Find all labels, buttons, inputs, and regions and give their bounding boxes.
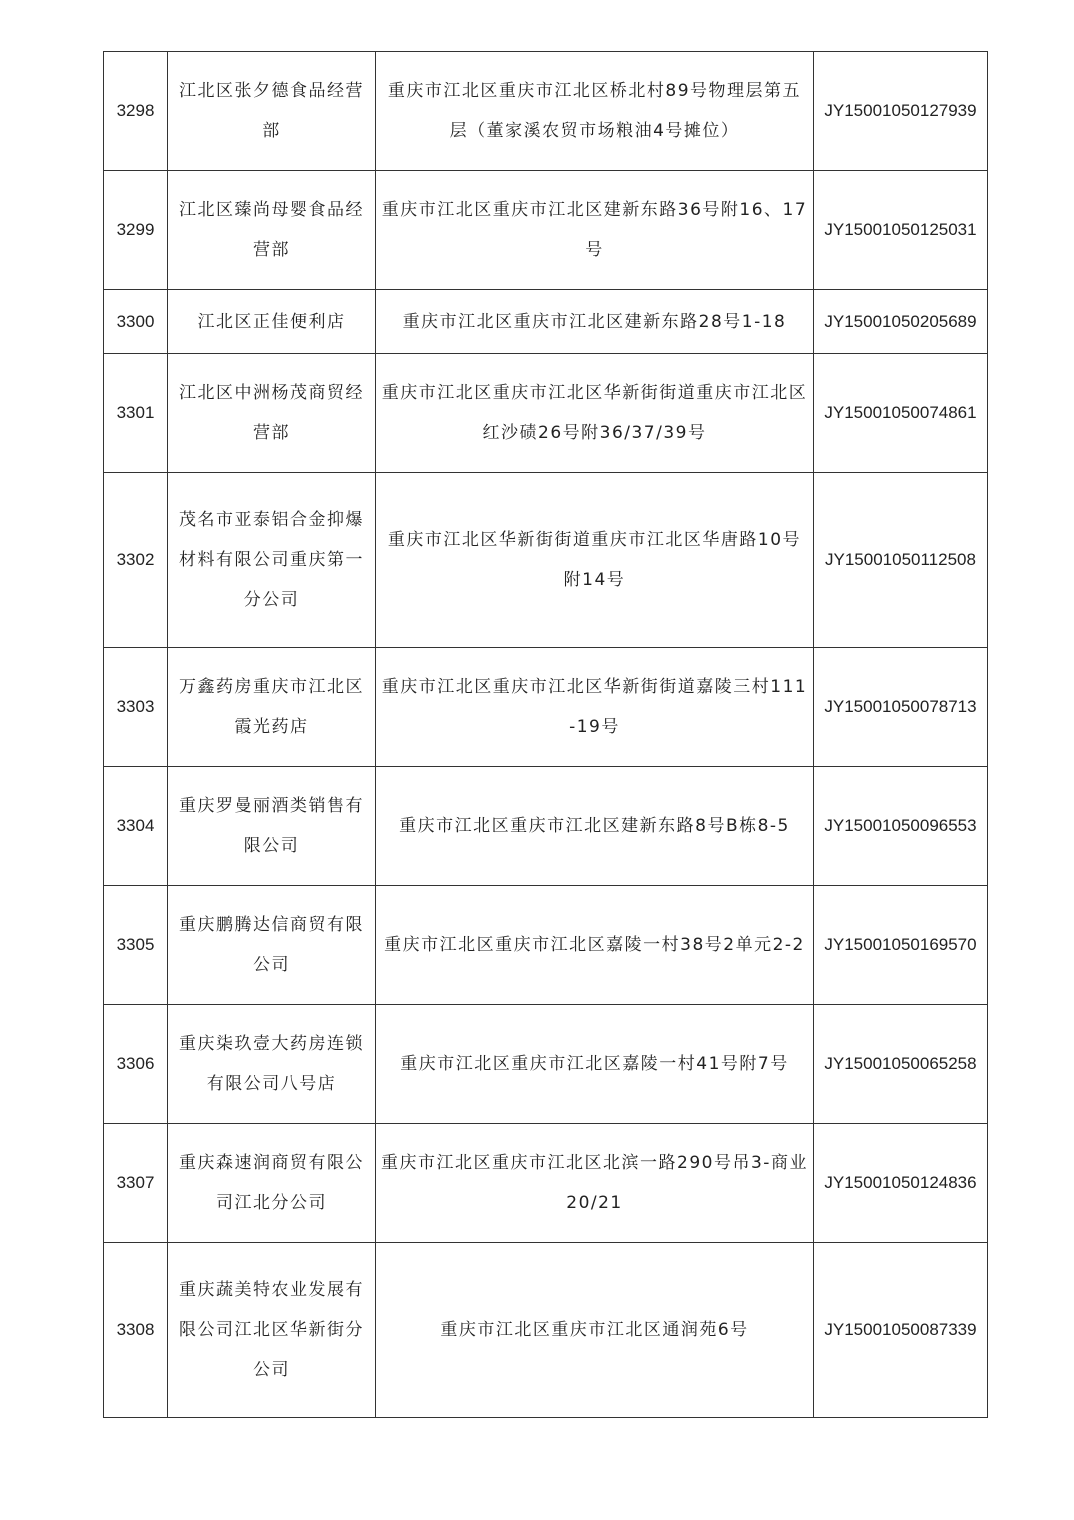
business-address: 重庆市江北区重庆市江北区建新东路36号附16、17号 xyxy=(376,171,814,290)
business-address: 重庆市江北区重庆市江北区通润苑6号 xyxy=(376,1243,814,1418)
row-number: 3308 xyxy=(104,1243,168,1418)
business-name: 重庆森速润商贸有限公司江北分公司 xyxy=(168,1124,376,1243)
row-number: 3303 xyxy=(104,648,168,767)
row-number: 3298 xyxy=(104,52,168,171)
license-number: JY15001050169570 xyxy=(814,886,988,1005)
business-name: 江北区臻尚母婴食品经营部 xyxy=(168,171,376,290)
table-row xyxy=(104,1124,988,1243)
license-number: JY15001050078713 xyxy=(814,648,988,767)
business-name: 重庆鹏腾达信商贸有限公司 xyxy=(168,886,376,1005)
table-row xyxy=(104,767,988,886)
license-number: JY15001050074861 xyxy=(814,354,988,473)
table-row xyxy=(104,886,988,1005)
business-name: 重庆罗曼丽酒类销售有限公司 xyxy=(168,767,376,886)
table-row xyxy=(104,354,988,473)
license-number: JY15001050112508 xyxy=(814,473,988,648)
row-number: 3304 xyxy=(104,767,168,886)
table-row xyxy=(104,52,988,171)
row-number: 3301 xyxy=(104,354,168,473)
business-name: 江北区正佳便利店 xyxy=(168,290,376,354)
license-number: JY15001050065258 xyxy=(814,1005,988,1124)
business-address: 重庆市江北区重庆市江北区建新东路28号1-18 xyxy=(376,290,814,354)
row-number: 3305 xyxy=(104,886,168,1005)
license-number: JY15001050127939 xyxy=(814,52,988,171)
records-table xyxy=(103,51,988,1418)
business-address: 重庆市江北区重庆市江北区建新东路8号B栋8-5 xyxy=(376,767,814,886)
business-name: 江北区中洲杨茂商贸经营部 xyxy=(168,354,376,473)
business-address: 重庆市江北区重庆市江北区华新街街道重庆市江北区红沙碛26号附36/37/39号 xyxy=(376,354,814,473)
license-number: JY15001050096553 xyxy=(814,767,988,886)
business-name: 茂名市亚泰铝合金抑爆材料有限公司重庆第一分公司 xyxy=(168,473,376,648)
row-number: 3299 xyxy=(104,171,168,290)
business-name: 江北区张夕德食品经营部 xyxy=(168,52,376,171)
business-address: 重庆市江北区华新街街道重庆市江北区华唐路10号附14号 xyxy=(376,473,814,648)
business-name: 重庆蔬美特农业发展有限公司江北区华新街分公司 xyxy=(168,1243,376,1418)
row-number: 3300 xyxy=(104,290,168,354)
license-number: JY15001050125031 xyxy=(814,171,988,290)
row-number: 3302 xyxy=(104,473,168,648)
business-address: 重庆市江北区重庆市江北区桥北村89号物理层第五层（董家溪农贸市场粮油4号摊位） xyxy=(376,52,814,171)
business-name: 重庆柒玖壹大药房连锁有限公司八号店 xyxy=(168,1005,376,1124)
business-address: 重庆市江北区重庆市江北区北滨一路290号吊3-商业20/21 xyxy=(376,1124,814,1243)
row-number: 3307 xyxy=(104,1124,168,1243)
table-row xyxy=(104,473,988,648)
table-row xyxy=(104,171,988,290)
license-number: JY15001050124836 xyxy=(814,1124,988,1243)
table-row xyxy=(104,648,988,767)
table-row xyxy=(104,1005,988,1124)
business-address: 重庆市江北区重庆市江北区嘉陵一村41号附7号 xyxy=(376,1005,814,1124)
table-row xyxy=(104,290,988,354)
business-address: 重庆市江北区重庆市江北区华新街街道嘉陵三村111-19号 xyxy=(376,648,814,767)
row-number: 3306 xyxy=(104,1005,168,1124)
business-address: 重庆市江北区重庆市江北区嘉陵一村38号2单元2-2 xyxy=(376,886,814,1005)
business-name: 万鑫药房重庆市江北区霞光药店 xyxy=(168,648,376,767)
license-number: JY15001050205689 xyxy=(814,290,988,354)
license-number: JY15001050087339 xyxy=(814,1243,988,1418)
table-row xyxy=(104,1243,988,1418)
